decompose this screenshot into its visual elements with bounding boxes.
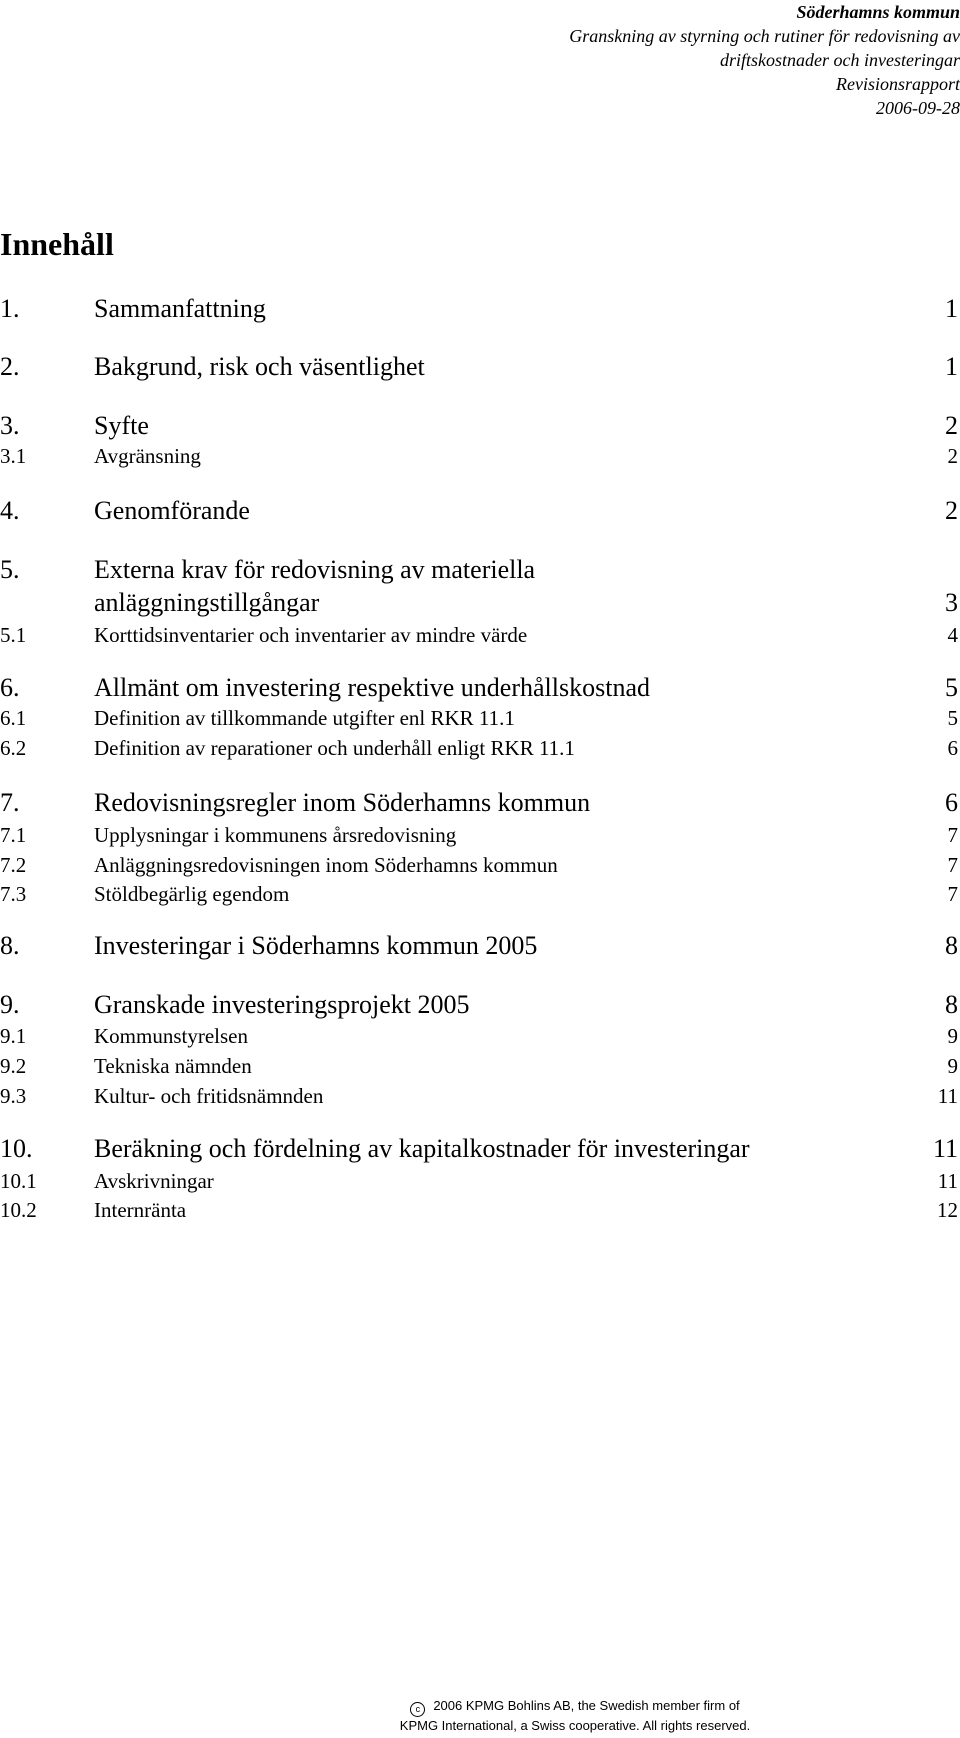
toc-entry-label: Definition av tillkommande utgifter enl RKR 11.1 <box>94 706 515 730</box>
toc-entry <box>0 352 960 382</box>
toc-entry-page: 11 <box>932 1134 958 1163</box>
copyright-icon: c <box>410 1702 425 1717</box>
toc-entry-page: 7 <box>947 823 958 847</box>
toc-entry-number: 7.2 <box>0 853 27 877</box>
toc-entry <box>0 294 960 324</box>
toc-entry-label: Sammanfattning <box>94 294 266 323</box>
toc-entry-page: 6 <box>945 788 958 817</box>
toc-entry-label: Anläggningsredovisningen inom Söderhamns kommun <box>94 853 558 877</box>
toc-entry <box>0 673 960 703</box>
toc-subentry <box>0 1083 960 1113</box>
report-subtitle-line2: driftskostnader och investeringar <box>720 50 960 70</box>
toc-entry <box>0 555 960 585</box>
toc-entry-page: 1 <box>945 352 958 381</box>
toc-entry-page: 9 <box>947 1024 958 1048</box>
toc-entry-page: 5 <box>947 706 958 730</box>
toc-entry-label: Definition av reparationer och underhåll enligt RKR 11.1 <box>94 736 575 760</box>
toc-entry-number: 3. <box>0 411 20 440</box>
toc-entry-number: 2. <box>0 352 20 381</box>
toc-entry-page: 5 <box>945 673 958 702</box>
toc-entry-page: 9 <box>947 1054 958 1078</box>
toc-entry-page: 12 <box>937 1198 958 1222</box>
toc-entry-number: 8. <box>0 931 20 960</box>
copyright-text-line1: 2006 KPMG Bohlins AB, the Swedish member firm of <box>433 1698 740 1713</box>
toc-entry-label: Avskrivningar <box>94 1169 214 1193</box>
toc-entry-number: 9.3 <box>0 1084 27 1108</box>
toc-entry-label: Kommunstyrelsen <box>94 1024 248 1048</box>
toc-entry-continuation <box>0 588 960 618</box>
toc-entry-label: Upplysningar i kommunens årsredovisning <box>94 823 457 847</box>
toc-subentry <box>0 443 960 473</box>
company-name: Söderhamns kommun <box>796 2 960 22</box>
toc-entry-number: 9.1 <box>0 1024 27 1048</box>
toc-entry-label: Syfte <box>94 411 149 440</box>
toc-entry-label: Korttidsinventarier och inventarier av mindre värde <box>94 623 528 647</box>
toc-title: Innehåll <box>0 226 114 262</box>
toc-entry-number: 10.2 <box>0 1198 37 1222</box>
toc-entry-number: 10. <box>0 1134 33 1163</box>
toc-entry-page: 8 <box>945 931 958 960</box>
copyright-line1 <box>0 1697 960 1717</box>
toc-subentry <box>0 1197 960 1227</box>
toc-entry-page: 7 <box>947 882 958 906</box>
toc-entry-label: Allmänt om investering respektive underhållskostnad <box>94 673 650 702</box>
toc-entry-page: 1 <box>945 294 958 323</box>
toc-entry <box>0 990 960 1020</box>
toc-entry-label: Genomförande <box>94 496 250 525</box>
toc-entry-number: 7.1 <box>0 823 27 847</box>
toc-entry-page: 7 <box>947 853 958 877</box>
toc-entry-page: 2 <box>945 411 958 440</box>
toc-subentry <box>0 622 960 652</box>
toc-entry <box>0 931 960 961</box>
toc-subentry <box>0 1168 960 1198</box>
toc-entry-label: Beräkning och fördelning av kapitalkostnader för investeringar <box>94 1134 750 1163</box>
toc-subentry <box>0 735 960 765</box>
toc-entry-label: Granskade investeringsprojekt 2005 <box>94 990 470 1019</box>
toc-entry <box>0 496 960 526</box>
toc-entry-number: 1. <box>0 294 20 323</box>
toc-entry-page: 11 <box>937 1084 958 1108</box>
report-subtitle-line1: Granskning av styrning och rutiner för redovisning av <box>569 26 960 46</box>
toc-entry-number: 6.1 <box>0 706 27 730</box>
toc-entry-label: Kultur- och fritidsnämnden <box>94 1084 324 1108</box>
toc-entry-number: 10.1 <box>0 1169 37 1193</box>
toc-entry <box>0 411 960 441</box>
toc-subentry <box>0 881 960 911</box>
toc-entry-page: 4 <box>947 623 958 647</box>
toc-entry <box>0 1134 960 1164</box>
toc-entry-number: 4. <box>0 496 20 525</box>
toc-entry-label: Investeringar i Söderhamns kommun 2005 <box>94 931 538 960</box>
toc-entry-page: 3 <box>945 588 958 617</box>
toc-subentry <box>0 1023 960 1053</box>
copyright-footer <box>0 1697 960 1734</box>
toc-entry-label: Avgränsning <box>94 444 201 468</box>
toc-entry <box>0 788 960 818</box>
toc-entry-page: 2 <box>945 496 958 525</box>
toc-entry-page: 11 <box>937 1169 958 1193</box>
toc-entry-label-continuation: anläggningstillgångar <box>94 588 320 617</box>
toc-entry-number: 9. <box>0 990 20 1019</box>
toc-entry-number: 7.3 <box>0 882 27 906</box>
toc-entry-number: 9.2 <box>0 1054 27 1078</box>
copyright-line2: KPMG International, a Swiss cooperative. All rights reserved. <box>399 1718 751 1733</box>
toc-subentry <box>0 705 960 735</box>
toc-entry-label: Externa krav för redovisning av materiella <box>94 555 536 584</box>
document-header <box>569 0 960 120</box>
toc-entry-label: Stöldbegärlig egendom <box>94 882 290 906</box>
toc-entry-number: 5. <box>0 555 20 584</box>
toc-entry-label: Internränta <box>94 1198 187 1222</box>
toc-subentry <box>0 1053 960 1083</box>
toc-entry-label: Bakgrund, risk och väsentlighet <box>94 352 425 381</box>
toc-entry-number: 7. <box>0 788 20 817</box>
toc-entry-page: 6 <box>947 736 958 760</box>
toc-entry-page: 2 <box>947 444 958 468</box>
toc-subentry <box>0 852 960 882</box>
toc-entry-label: Tekniska nämnden <box>94 1054 252 1078</box>
toc-entry-number: 6. <box>0 673 20 702</box>
toc-entry-page: 8 <box>945 990 958 1019</box>
toc-entry-number: 5.1 <box>0 623 27 647</box>
report-type: Revisionsrapport <box>836 74 960 94</box>
toc-entry-label: Redovisningsregler inom Söderhamns kommun <box>94 788 591 817</box>
toc-entry-number: 6.2 <box>0 736 27 760</box>
report-date: 2006-09-28 <box>876 98 960 118</box>
toc-subentry <box>0 822 960 852</box>
toc-entry-number: 3.1 <box>0 444 27 468</box>
